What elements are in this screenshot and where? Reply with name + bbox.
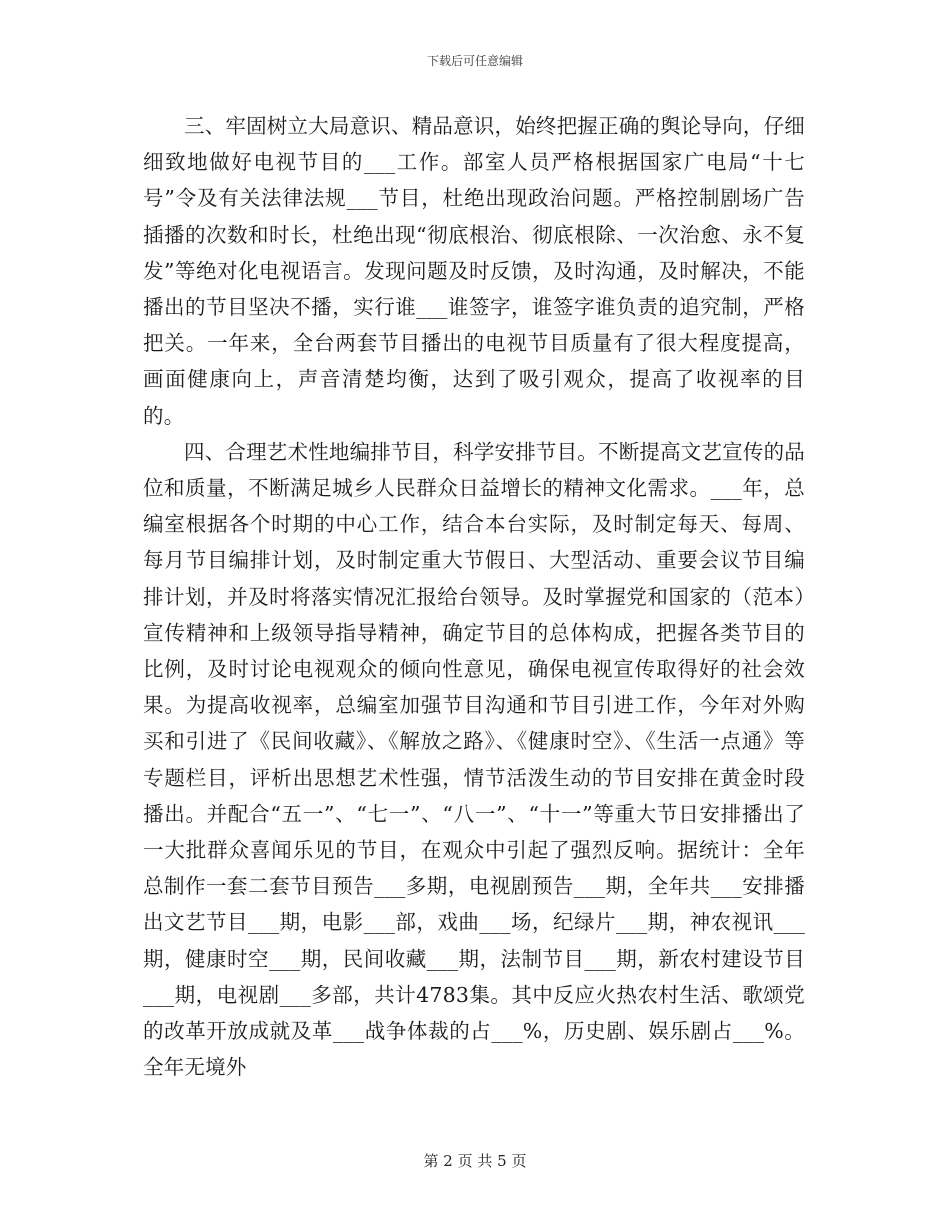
document-body — [143, 108, 805, 1085]
paragraph-section-four: 四、合理艺术性地编排节目，科学安排节目。不断提高文艺宣传的品位和质量，不断满足城乡人民群众日益增长的精神文化需求。___年，总编室根据各个时期的中心工作，结合本台实际，及时制定每天、每周、每月节目编排计划，及时制定重大节假日、大型活动、重要会议节目编排计划，并及时将落实情况汇报给台领导。及时掌握党和国家的（范本）宣传精神和上级领导指导精神，确定节目的总体构成，把握各类节目的比例，及时讨论电视观众的倾向性意见，确保电视宣传取得好的社会效果。为提高收视率，总编室加强节目沟通和节目引进工作，今年对外购买和引进了《民间收藏》、《解放之路》、《健康时空》、《生活一点通》等专题栏目，评析出思想艺术性强，情节活泼生动的节目安排在黄金时段播出。并配合“五一”、“七一”、“八一”、“十一”等重大节日安排播出了一大批群众喜闻乐见的节目，在观众中引起了强烈反响。据统计：全年总制作一套二套节目预告___多期，电视剧预告___期，全年共___安排播出文艺节目___期，电影___部，戏曲___场，纪绿片___期，神农视讯___期，健康时空___期，民间收藏___期，法制节目___期，新农村建设节目___期，电视剧___多部，共计4783集。其中反应火热农村生活、歌颂党的改革开放成就及革___战争体裁的占___%，历史剧、娱乐剧占___%。全年无境外 — [143, 439, 805, 1080]
page-header: 下载后可任意编辑 — [426, 54, 523, 68]
paragraph-section-three: 三、牢固树立大局意识、精品意识，始终把握正确的舆论导向，仔细细致地做好电视节目的___工作。部室人员严格根据国家广电局“十七号”令及有关法律法规___节目，杜绝出现政治问题。严格控制剧场广告插播的次数和时长，杜绝出现“彻底根治、彻底根除、一次治愈、永不复发”等绝对化电视语言。发现问题及时反馈，及时沟通，及时解决，不能播出的节目坚决不播，实行谁___谁签字，谁签字谁负责的追究制，严格把关。一年来，全台两套节目播出的电视节目质量有了很大程度提高，画面健康向上，声音清楚均衡，达到了吸引观众，提高了收视率的目的。 — [143, 114, 805, 428]
page-number-footer: 第 2 页 共 5 页 — [423, 1152, 527, 1170]
